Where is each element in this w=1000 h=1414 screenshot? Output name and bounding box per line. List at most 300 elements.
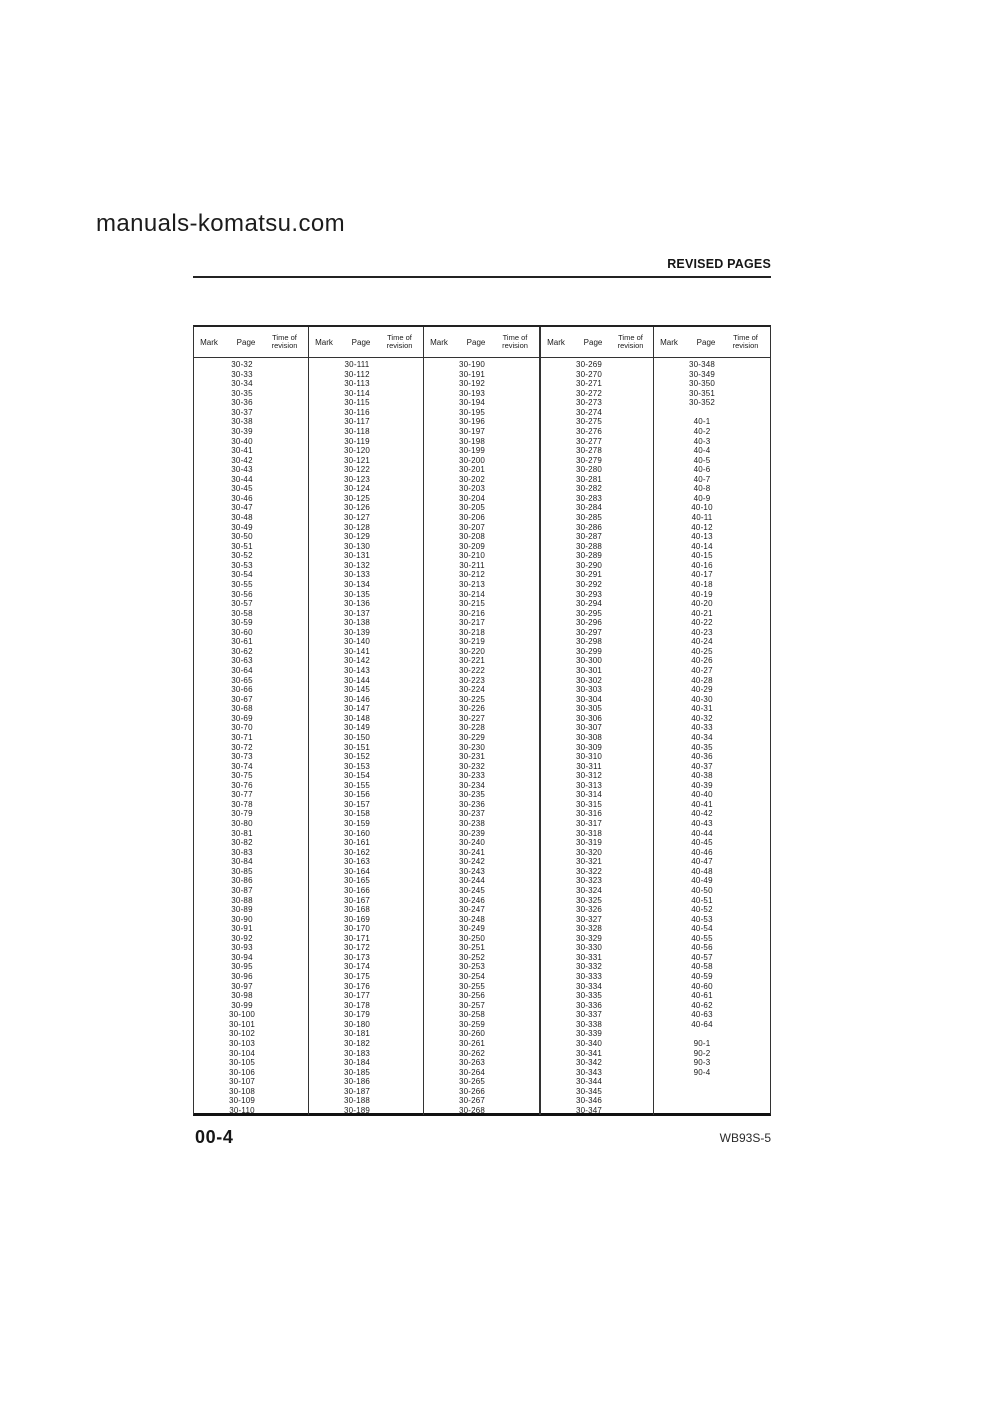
page-cell: 30-53 — [231, 560, 253, 570]
page-cell: 30-309 — [575, 742, 603, 752]
column-group-header — [654, 327, 770, 357]
page-cell: 40-2 — [693, 426, 711, 436]
page-cell: 30-51 — [231, 541, 253, 551]
page-cell: 30-325 — [575, 895, 603, 905]
column-group-body — [541, 358, 654, 1115]
page-cell: 30-36 — [231, 398, 253, 408]
page-cell: 30-122 — [343, 465, 371, 475]
page-cell: 40-31 — [691, 704, 713, 714]
page-cell: 30-76 — [231, 780, 253, 790]
page-cell: 30-227 — [458, 713, 486, 723]
page-cell: 30-235 — [458, 790, 486, 800]
page-cell: 30-312 — [575, 771, 603, 781]
page-cell: 30-270 — [575, 369, 603, 379]
page-cell: 30-117 — [344, 417, 370, 427]
page-cell: 30-55 — [231, 579, 253, 589]
page-cell: 30-298 — [575, 637, 603, 647]
page-cell: 40-47 — [691, 857, 713, 867]
page-cell: 40-60 — [691, 981, 713, 991]
page-cell: 30-120 — [343, 446, 371, 456]
time-of-revision-column-header: Time of revision — [617, 332, 644, 350]
page-cell: 30-279 — [575, 455, 603, 465]
page-cell: 30-333 — [575, 972, 603, 981]
page-cell: 30-321 — [575, 857, 603, 867]
page-cell: 30-197 — [458, 426, 486, 436]
page-cell: 30-289 — [575, 551, 603, 561]
page-cell: 30-108 — [228, 1086, 256, 1096]
column-group-header — [194, 327, 309, 357]
page-cell: 30-73 — [231, 752, 253, 762]
page-cell: 40-55 — [691, 933, 713, 943]
page-cell: 30-89 — [231, 905, 253, 915]
page-cell: 30-205 — [458, 503, 486, 513]
page-cell: 30-141 — [343, 646, 371, 656]
page-cell: 30-160 — [343, 828, 371, 838]
page-cell: 30-244 — [458, 876, 486, 886]
page-cell: 30-100 — [228, 1010, 256, 1020]
page-cell: 30-327 — [575, 914, 603, 924]
page-cell: 30-97 — [231, 981, 253, 991]
page-cell: 40-11 — [691, 513, 713, 522]
page-cell: 30-199 — [458, 446, 486, 456]
page-cell: 30-187 — [343, 1086, 371, 1096]
page-cell: 90-3 — [693, 1058, 711, 1068]
page-cell: 40-46 — [691, 847, 713, 857]
page-cell: 30-196 — [458, 417, 486, 427]
page-cell: 30-343 — [575, 1067, 603, 1077]
page-cell: 30-128 — [343, 522, 371, 532]
page-cell: 30-306 — [575, 713, 603, 723]
page-cell: 40-45 — [691, 838, 713, 848]
page-cell: 30-212 — [458, 570, 486, 580]
page-cell: 30-242 — [458, 857, 486, 867]
page-cell: 30-171 — [343, 933, 371, 943]
blank-cell — [654, 1029, 750, 1039]
page-cell: 30-131 — [343, 551, 371, 561]
page-cell: 30-72 — [231, 742, 253, 752]
page-cell: 30-303 — [575, 685, 603, 695]
page-cell: 30-71 — [231, 732, 253, 742]
page-cell: 30-79 — [231, 809, 253, 819]
page-cell: 40-9 — [693, 493, 711, 503]
page-cell: 30-147 — [343, 704, 371, 714]
mark-column-header: Mark — [315, 337, 333, 347]
page-cell: 30-202 — [458, 474, 486, 484]
page-cell: 30-288 — [575, 541, 603, 551]
page-cell: 40-37 — [691, 761, 713, 771]
page-cell: 40-10 — [691, 503, 713, 513]
page-cell: 30-41 — [231, 446, 253, 456]
page-cell: 30-193 — [458, 388, 486, 398]
page-cell: 30-186 — [343, 1077, 371, 1087]
mark-column-header: Mark — [430, 337, 448, 347]
page-cell: 30-269 — [575, 360, 603, 369]
page-cell: 30-300 — [575, 656, 603, 666]
page-cell: 30-153 — [343, 761, 371, 771]
page-cell: 40-42 — [691, 809, 713, 819]
page-cell: 30-126 — [343, 503, 371, 513]
page-cell: 30-246 — [458, 895, 486, 905]
page-cell: 30-265 — [458, 1077, 486, 1087]
page-cell: 30-293 — [575, 589, 603, 599]
page-cell: 30-179 — [343, 1010, 371, 1020]
page-cell: 30-200 — [458, 455, 486, 465]
page-cell: 30-67 — [231, 694, 253, 704]
page-cell: 30-230 — [458, 742, 486, 752]
page-cell: 30-59 — [231, 618, 253, 628]
page-cell: 40-35 — [691, 742, 713, 752]
page-cell: 30-249 — [458, 924, 486, 934]
page-cell: 30-149 — [343, 723, 371, 733]
page-cell: 30-229 — [458, 732, 486, 742]
page-cell: 30-135 — [343, 589, 371, 599]
page-cell: 30-195 — [458, 407, 486, 417]
page-cell: 30-123 — [343, 474, 371, 484]
time-of-revision-column-header: Time of revision — [271, 332, 298, 350]
page-cell: 30-337 — [575, 1010, 603, 1020]
page-cell: 30-143 — [343, 666, 371, 675]
page-cell: 30-308 — [575, 732, 603, 742]
page-cell: 90-1 — [693, 1038, 711, 1048]
page-cell: 40-4 — [693, 446, 711, 456]
page-cell: 30-139 — [343, 627, 371, 637]
page-cell: 30-163 — [343, 857, 371, 867]
page-cell: 30-294 — [575, 599, 603, 609]
page-cell: 40-41 — [691, 799, 713, 809]
page-cell: 30-84 — [231, 857, 253, 867]
page-cell: 30-275 — [575, 417, 603, 427]
page-cell: 40-49 — [691, 876, 713, 886]
page-cell: 30-112 — [344, 369, 370, 379]
page-cell: 30-262 — [458, 1048, 486, 1058]
page-cell: 30-286 — [575, 522, 603, 532]
page-cell: 30-271 — [575, 379, 603, 389]
page-cell: 30-348 — [688, 360, 716, 369]
page-cell: 30-78 — [231, 799, 253, 809]
page-cell: 30-238 — [458, 819, 486, 828]
page-cell: 30-40 — [231, 436, 253, 446]
page-cell: 30-241 — [458, 847, 486, 857]
page-cell: 30-166 — [343, 885, 371, 895]
page-cell: 30-216 — [458, 608, 486, 618]
page-cell: 40-54 — [691, 924, 713, 934]
page-cell: 30-252 — [458, 952, 486, 962]
page-cell: 30-264 — [458, 1067, 486, 1077]
page-cell: 30-102 — [228, 1029, 256, 1039]
page-column-header: Page — [466, 337, 486, 347]
page-cell: 30-344 — [575, 1077, 603, 1087]
page-cell: 30-284 — [575, 503, 603, 513]
page-cell: 30-329 — [575, 933, 603, 943]
page-cell: 30-278 — [575, 446, 603, 456]
page-cell: 30-87 — [231, 885, 253, 895]
page-cell: 30-157 — [343, 799, 371, 809]
page-cell: 30-164 — [343, 866, 371, 876]
page-cell: 30-203 — [458, 484, 486, 494]
page-cell: 30-236 — [458, 799, 486, 809]
page-cell: 90-4 — [693, 1067, 711, 1077]
page-cell: 30-314 — [575, 790, 603, 800]
page-cell: 30-255 — [458, 981, 486, 991]
page-cell: 30-225 — [458, 694, 486, 704]
page-cell: 30-221 — [458, 656, 486, 666]
page-cell: 30-127 — [343, 513, 371, 522]
column-group-body — [424, 358, 541, 1115]
page-cell: 40-25 — [691, 646, 713, 656]
page-cell: 30-118 — [344, 426, 370, 436]
page-cell: 30-292 — [575, 579, 603, 589]
page-cell: 30-49 — [231, 522, 253, 532]
page-cell: 30-156 — [343, 790, 371, 800]
page-cell: 30-182 — [343, 1038, 371, 1048]
time-of-revision-column-header: Time of revision — [732, 332, 759, 350]
page-cell: 30-151 — [343, 742, 371, 752]
page-cell: 30-223 — [458, 675, 486, 685]
page-cell: 40-18 — [691, 579, 713, 589]
page-cell: 40-8 — [693, 484, 711, 494]
page-cell: 30-210 — [458, 551, 486, 561]
page-cell: 30-106 — [228, 1067, 256, 1077]
page-cell: 30-277 — [575, 436, 603, 446]
page-cell: 40-27 — [691, 666, 713, 675]
page-cell: 30-326 — [575, 905, 603, 915]
page-cell: 30-330 — [575, 943, 603, 953]
page-cell: 30-290 — [575, 560, 603, 570]
page-cell: 40-51 — [691, 895, 713, 905]
page-cell: 30-316 — [575, 809, 603, 819]
page-cell: 30-82 — [231, 838, 253, 848]
page-cell: 30-346 — [575, 1096, 603, 1106]
page-cell: 30-95 — [231, 962, 253, 972]
page-cell: 40-56 — [691, 943, 713, 953]
page-cell: 30-280 — [575, 465, 603, 475]
page-cell: 30-183 — [343, 1048, 371, 1058]
page-cell: 30-240 — [458, 838, 486, 848]
page-cell: 40-53 — [691, 914, 713, 924]
page-cell: 30-86 — [231, 876, 253, 886]
page-cell: 30-217 — [458, 618, 486, 628]
page-cell: 30-253 — [458, 962, 486, 972]
page-cell: 30-276 — [575, 426, 603, 436]
page-cell: 30-148 — [343, 713, 371, 723]
page-cell: 30-188 — [343, 1096, 371, 1106]
page-cell: 30-85 — [231, 866, 253, 876]
page-cell: 30-93 — [231, 943, 253, 953]
page-cell: 30-129 — [343, 532, 371, 542]
page-cell: 30-103 — [228, 1038, 256, 1048]
page-cell: 30-99 — [231, 1000, 253, 1010]
model-code: WB93S-5 — [719, 1131, 771, 1145]
page-cell: 30-254 — [458, 972, 486, 981]
page-cell: 30-47 — [231, 503, 253, 513]
page-cell: 30-58 — [231, 608, 253, 618]
page-cell: 30-315 — [575, 799, 603, 809]
page-cell: 30-331 — [575, 952, 603, 962]
page-cell: 30-347 — [575, 1105, 603, 1115]
page-cell: 30-335 — [575, 991, 603, 1001]
page-cell: 30-145 — [343, 685, 371, 695]
page-cell: 30-181 — [343, 1029, 371, 1039]
page-cell: 30-66 — [231, 685, 253, 695]
page-cell: 40-16 — [691, 560, 713, 570]
page-cell: 30-111 — [344, 360, 370, 369]
page-cell: 30-119 — [344, 436, 370, 446]
page-cell: 30-37 — [231, 407, 253, 417]
page-cell: 30-206 — [458, 513, 486, 522]
page-cell: 30-283 — [575, 493, 603, 503]
page-cell: 30-116 — [344, 407, 370, 417]
page-cell: 30-258 — [458, 1010, 486, 1020]
page-cell: 40-7 — [693, 474, 711, 484]
page-cell: 30-296 — [575, 618, 603, 628]
page-cell: 30-152 — [343, 752, 371, 762]
page-cell: 30-234 — [458, 780, 486, 790]
page-cell: 40-59 — [691, 972, 713, 981]
page-cell: 30-42 — [231, 455, 253, 465]
page-cell: 30-268 — [458, 1105, 486, 1115]
page-cell: 40-20 — [691, 599, 713, 609]
page-cell: 30-32 — [231, 360, 253, 369]
page-cell: 30-109 — [228, 1096, 256, 1106]
page-cell: 30-201 — [458, 465, 486, 475]
page-cell: 30-213 — [458, 579, 486, 589]
page-cell: 30-144 — [343, 675, 371, 685]
page-cell: 30-96 — [231, 972, 253, 981]
page-cell: 30-44 — [231, 474, 253, 484]
page-cell: 30-233 — [458, 771, 486, 781]
page-cell: 30-101 — [228, 1019, 256, 1029]
page-cell: 40-5 — [693, 455, 711, 465]
page-cell: 30-107 — [228, 1077, 256, 1087]
page-cell: 30-65 — [231, 675, 253, 685]
page-cell: 30-69 — [231, 713, 253, 723]
page-cell: 30-317 — [575, 819, 603, 828]
page-cell: 30-231 — [458, 752, 486, 762]
page-cell: 30-38 — [231, 417, 253, 427]
page-cell: 30-137 — [343, 608, 371, 618]
page-cell: 30-169 — [343, 914, 371, 924]
time-of-revision-column-header: Time of revision — [386, 332, 413, 350]
page-cell: 40-57 — [691, 952, 713, 962]
page-cell: 30-57 — [231, 599, 253, 609]
page-cell: 30-260 — [458, 1029, 486, 1039]
site-title: manuals-komatsu.com — [96, 210, 346, 237]
page-column-header: Page — [351, 337, 371, 347]
page-cell: 30-124 — [343, 484, 371, 494]
page-number: 00-4 — [195, 1127, 234, 1147]
page-cell: 40-13 — [691, 532, 713, 542]
page-cell: 30-142 — [343, 656, 371, 666]
page-cell: 30-224 — [458, 685, 486, 695]
page-cell: 30-75 — [231, 771, 253, 781]
page-cell: 30-150 — [343, 732, 371, 742]
page-cell: 30-83 — [231, 847, 253, 857]
page-cell: 30-146 — [343, 694, 371, 704]
page-cell: 30-62 — [231, 646, 253, 656]
page-cell: 30-63 — [231, 656, 253, 666]
page-cell: 30-219 — [458, 637, 486, 647]
page-cell: 30-50 — [231, 532, 253, 542]
page-cell: 30-218 — [458, 627, 486, 637]
page-cell: 30-311 — [576, 761, 602, 771]
page-column-header: Page — [583, 337, 603, 347]
page-cell: 30-263 — [458, 1058, 486, 1068]
page-cell: 30-56 — [231, 589, 253, 599]
page-cell: 30-328 — [575, 924, 603, 934]
page-cell: 30-52 — [231, 551, 253, 561]
page-cell: 30-334 — [575, 981, 603, 991]
page-cell: 30-110 — [229, 1105, 255, 1115]
page-cell: 40-52 — [691, 905, 713, 915]
page-cell: 30-48 — [231, 513, 253, 522]
page-cell: 30-92 — [231, 933, 253, 943]
page-cell: 40-17 — [691, 570, 713, 580]
page-cell: 40-64 — [691, 1019, 713, 1029]
page-cell: 40-14 — [691, 541, 713, 551]
page-cell: 30-320 — [575, 847, 603, 857]
page-cell: 40-29 — [691, 685, 713, 695]
page-cell: 30-190 — [458, 360, 486, 369]
page-cell: 40-30 — [691, 694, 713, 704]
page-cell: 30-214 — [458, 589, 486, 599]
page-cell: 30-245 — [458, 885, 486, 895]
page-cell: 30-43 — [231, 465, 253, 475]
page-cell: 30-168 — [343, 905, 371, 915]
page-cell: 30-172 — [343, 943, 371, 953]
page-cell: 30-33 — [231, 369, 253, 379]
page-cell: 30-291 — [575, 570, 603, 580]
heading-rule — [193, 276, 771, 278]
page-cell: 30-237 — [458, 809, 486, 819]
table-header — [194, 327, 770, 358]
page-cell: 40-43 — [691, 819, 713, 828]
page-cell: 30-34 — [231, 379, 253, 389]
page-cell: 30-313 — [575, 780, 603, 790]
page-cell: 30-351 — [688, 388, 716, 398]
page-cell: 30-336 — [575, 1000, 603, 1010]
page-cell: 30-162 — [343, 847, 371, 857]
page-cell: 30-342 — [575, 1058, 603, 1068]
page-cell: 30-318 — [575, 828, 603, 838]
column-group-body — [194, 358, 309, 1115]
revised-pages-table — [193, 325, 771, 1116]
page-cell: 30-324 — [575, 885, 603, 895]
page-cell: 30-125 — [343, 493, 371, 503]
page-cell: 40-34 — [691, 732, 713, 742]
page-cell: 40-15 — [691, 551, 713, 561]
page-cell: 30-226 — [458, 704, 486, 714]
page-cell: 30-319 — [575, 838, 603, 848]
page-cell: 30-155 — [343, 780, 371, 790]
page-cell: 30-61 — [231, 637, 253, 647]
page-cell: 40-40 — [691, 790, 713, 800]
page-cell: 30-323 — [575, 876, 603, 886]
page-cell: 30-259 — [458, 1019, 486, 1029]
page-cell: 30-90 — [231, 914, 253, 924]
page-cell: 30-45 — [231, 484, 253, 494]
page-cell: 30-121 — [343, 455, 371, 465]
page-cell: 30-228 — [458, 723, 486, 733]
mark-column-header: Mark — [660, 337, 678, 347]
page-cell: 30-178 — [343, 1000, 371, 1010]
page-cell: 30-167 — [343, 895, 371, 905]
page-cell: 30-192 — [458, 379, 486, 389]
page-cell: 30-104 — [228, 1048, 256, 1058]
column-group-header — [424, 327, 541, 357]
page-cell: 30-113 — [344, 379, 370, 389]
page-cell: 30-345 — [575, 1086, 603, 1096]
page-cell: 30-74 — [231, 761, 253, 771]
